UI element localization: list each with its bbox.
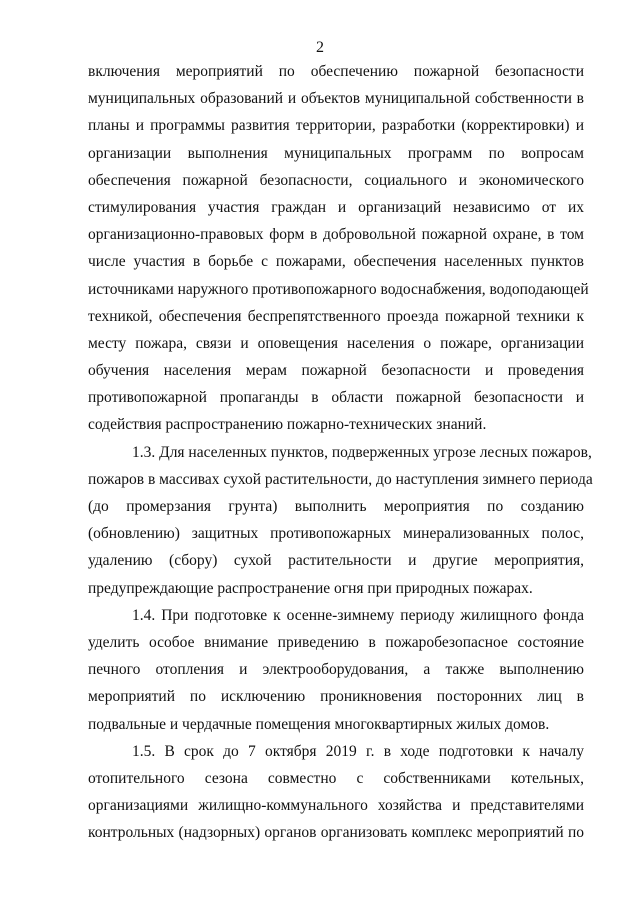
text-line: источниками наружного противопожарного водоснабжения, водоподающей [88,280,589,298]
text-line: обучения населения мерам пожарной безопасности и проведения [88,362,584,380]
paragraph-p-1-3 [88,439,593,602]
text-line: мероприятий по исключению проникновения посторонних лиц в [88,688,584,706]
text-line: содействия распространению пожарно-технических знаний. [88,416,487,434]
text-line: контрольных (надзорных) органов организовать комплекс мероприятий по [88,824,584,842]
text-line: организации выполнения муниципальных программ по вопросам [88,144,584,162]
text-line: планы и программы развития территории, разработки (корректировки) и [88,117,584,135]
text-line: организациями жилищно-коммунального хозяйства и представителями [88,797,584,815]
text-line: числе участия в борьбе с пожарами, обеспечения населенных пунктов [88,253,584,271]
text-line: (обновлению) защитных противопожарных минерализованных полос, [88,525,584,543]
paragraph-p-1-5 [88,738,584,847]
text-line: отопительного сезона совместно с собственниками котельных, [88,769,584,787]
text-line: обеспечения пожарной безопасности, социального и экономического [88,171,584,189]
text-line: печного отопления и электрооборудования, а также выполнению [88,661,584,679]
text-line: удалению (сбору) сухой растительности и другие мероприятия, [88,552,584,570]
paragraph-p-continuation [88,58,589,439]
text-line: 1.5. В срок до 7 октября 2019 г. в ходе подготовки к началу [132,742,584,760]
text-line: противопожарной пропаганды в области пожарной безопасности и [88,389,584,407]
text-line: месту пожара, связи и оповещения населения о пожаре, организации [88,334,584,352]
text-line: включения мероприятий по обеспечению пожарной безопасности [88,63,584,80]
text-line: (до промерзания грунта) выполнить мероприятия по созданию [88,498,584,515]
text-line: организационно-правовых форм в добровольной пожарной охране, в том [88,226,584,244]
text-line: уделить особое внимание приведению в пожаробезопасное состояние [88,633,584,651]
text-line: предупреждающие распространение огня при природных пожарах. [88,579,533,597]
text-line: пожаров в массивах сухой растительности, до наступления зимнего периода [88,470,593,488]
text-line: 1.3. Для населенных пунктов, подверженных угрозе лесных пожаров, [132,443,592,461]
text-line: подвальные и чердачные помещения многоквартирных жилых домов. [88,715,550,733]
page-number: 2 [316,39,324,56]
paragraph-p-1-4 [88,602,584,738]
text-line: муниципальных образований и объектов муниципальной собственности в [88,90,584,108]
text-line: 1.4. При подготовке к осенне-зимнему периоду жилищного фонда [132,606,584,624]
document-body [88,58,593,846]
text-line: техникой, обеспечения беспрепятственного проезда пожарной техники к [88,307,584,325]
text-line: стимулирования участия граждан и организаций независимо от их [88,198,584,216]
